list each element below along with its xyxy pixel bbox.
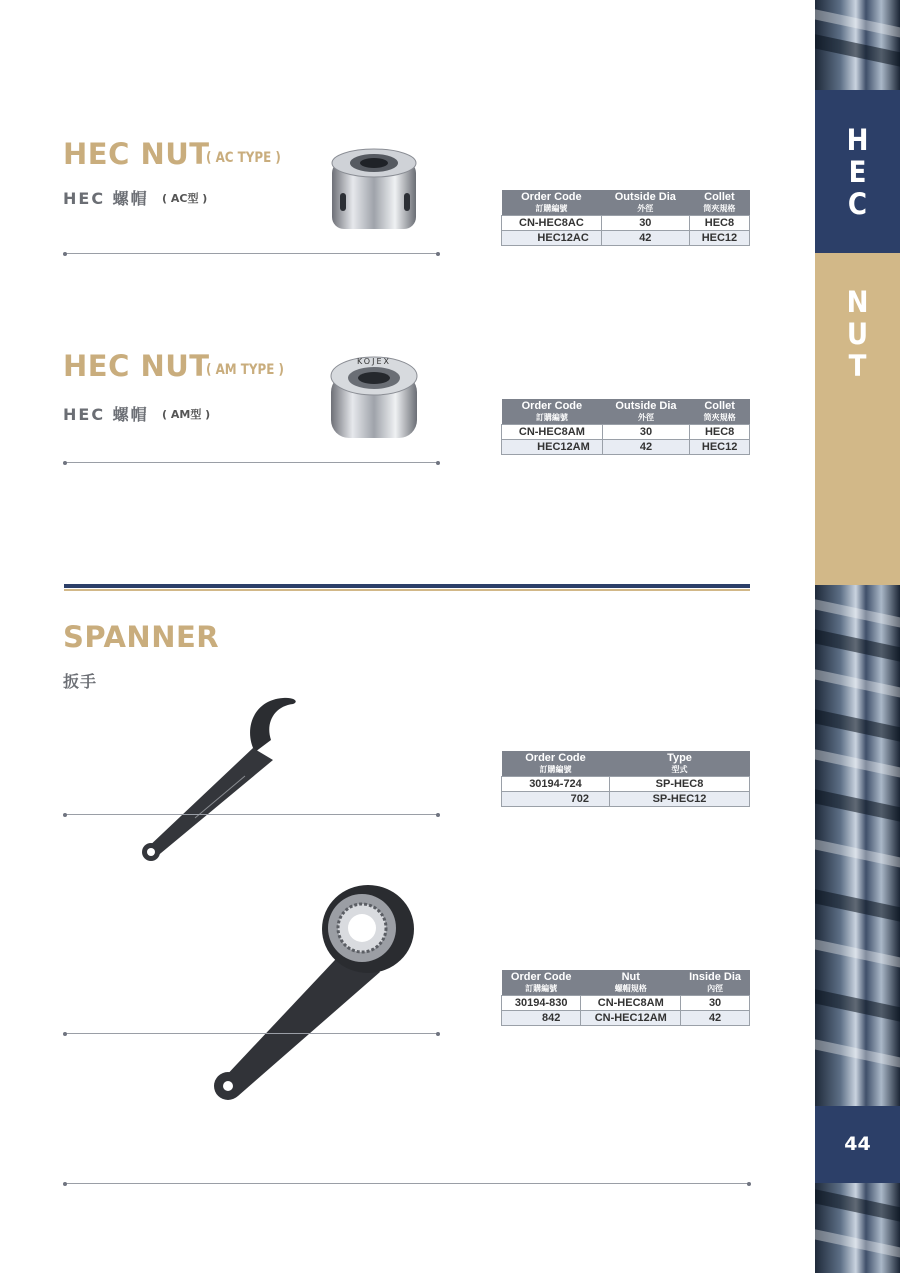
section-subtitle-ac: HEC 螺帽 <box>63 189 149 208</box>
col-header-inside-dia: Inside Dia 內徑 <box>681 970 750 996</box>
side-letter: N <box>846 285 869 319</box>
col-header-order-code: Order Code 訂購編號 <box>502 751 610 777</box>
table-spanner-ring <box>501 970 750 1026</box>
section-tag-ac: ( AC TYPE ) <box>206 150 281 166</box>
table-row <box>502 440 750 455</box>
col-header-collet: Collet 筒夾規格 <box>690 399 750 425</box>
table-row <box>502 792 750 807</box>
table-row <box>502 216 750 231</box>
cell-type: SP-HEC8 <box>610 777 750 792</box>
section-subtitle-am: HEC 螺帽 <box>63 405 149 424</box>
table-row <box>502 231 750 246</box>
table-row <box>502 1011 750 1026</box>
col-header-order-code: Order Code 訂購編號 <box>502 190 602 216</box>
cell-order-code: 842 <box>502 1011 581 1026</box>
side-letter: U <box>846 317 869 351</box>
section-divider-accent <box>64 589 750 591</box>
cell-order-code: 702 <box>502 792 610 807</box>
cell-order-code: HEC12AM <box>502 440 603 455</box>
cell-inside-dia: 42 <box>681 1011 750 1026</box>
page-number: 44 <box>815 1106 900 1183</box>
cell-order-code: 30194-724 <box>502 777 610 792</box>
cell-order-code: HEC12AC <box>502 231 602 246</box>
table-hec-nut-am <box>501 399 750 455</box>
divider-rule <box>64 1033 439 1034</box>
side-letter: T <box>848 349 867 383</box>
col-header-collet: Collet 筒夾規格 <box>689 190 749 216</box>
section-tag-am: ( AM TYPE ) <box>206 362 284 378</box>
cell-order-code: 30194-830 <box>502 996 581 1011</box>
section-title-am: HEC NUT <box>63 349 210 383</box>
table-hec-nut-ac <box>501 190 750 246</box>
cell-collet: HEC8 <box>689 216 749 231</box>
divider-rule <box>64 814 439 815</box>
side-letter: H <box>846 123 869 157</box>
divider-rule <box>64 253 439 254</box>
divider-rule-bottom <box>64 1183 750 1184</box>
table-row <box>502 777 750 792</box>
section-title-spanner: SPANNER <box>63 620 220 654</box>
cell-order-code: CN-HEC8AM <box>502 425 603 440</box>
hook-spanner-image <box>135 690 305 865</box>
table-row <box>502 996 750 1011</box>
col-header-order-code: Order Code 訂購編號 <box>502 970 581 996</box>
section-divider <box>64 584 750 588</box>
side-letter: E <box>848 155 867 189</box>
col-header-nut: Nut 螺帽規格 <box>581 970 681 996</box>
ring-spanner-image <box>210 884 420 1104</box>
table-spanner-hook <box>501 751 750 807</box>
cell-type: SP-HEC12 <box>610 792 750 807</box>
hec-nut-ac-image <box>328 143 420 235</box>
cell-outside-dia: 42 <box>602 440 689 455</box>
table-row <box>502 425 750 440</box>
section-subtitle-spanner: 扳手 <box>63 672 98 691</box>
col-header-outside-dia: Outside Dia 外徑 <box>602 399 689 425</box>
cell-collet: HEC12 <box>689 231 749 246</box>
cell-outside-dia: 42 <box>601 231 689 246</box>
hec-nut-am-image <box>327 352 421 444</box>
divider-rule <box>64 462 439 463</box>
col-header-order-code: Order Code 訂購編號 <box>502 399 603 425</box>
side-label-nut <box>815 286 900 382</box>
cell-outside-dia: 30 <box>601 216 689 231</box>
side-label-hec <box>815 124 900 220</box>
nut-engraving: KOJEX <box>357 357 391 366</box>
cell-outside-dia: 30 <box>602 425 689 440</box>
cell-inside-dia: 30 <box>681 996 750 1011</box>
cell-nut: CN-HEC12AM <box>581 1011 681 1026</box>
cell-order-code: CN-HEC8AC <box>502 216 602 231</box>
cell-collet: HEC12 <box>690 440 750 455</box>
section-subtag-ac: ( AC型 ) <box>162 192 208 205</box>
col-header-outside-dia: Outside Dia 外徑 <box>601 190 689 216</box>
cell-nut: CN-HEC8AM <box>581 996 681 1011</box>
section-subtag-am: ( AM型 ) <box>162 408 211 421</box>
side-letter: C <box>847 187 868 221</box>
cell-collet: HEC8 <box>690 425 750 440</box>
col-header-type: Type 型式 <box>610 751 750 777</box>
section-title-ac: HEC NUT <box>63 137 210 171</box>
